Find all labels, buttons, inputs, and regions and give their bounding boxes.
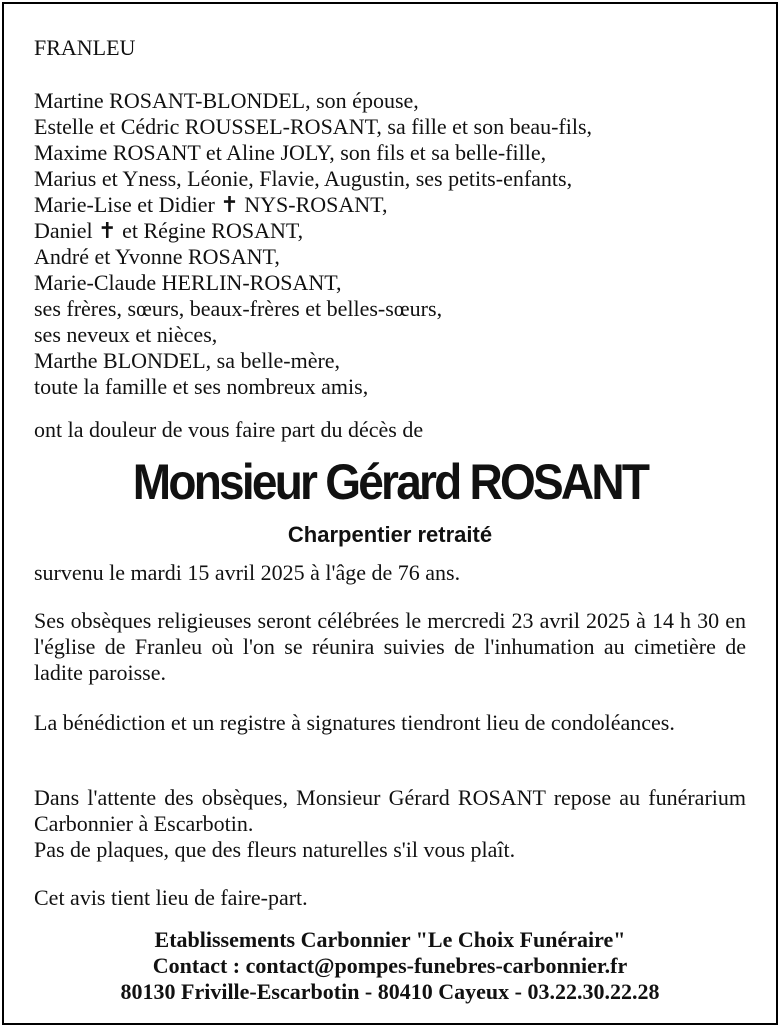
obituary-notice	[2, 2, 778, 1025]
family-line	[34, 218, 746, 244]
family-line: Martine ROSANT-BLONDEL, son épouse,	[34, 88, 419, 113]
deceased-name: Monsieur Gérard ROSANT	[132, 454, 648, 510]
family-line: André et Yvonne ROSANT,	[34, 244, 280, 269]
announcement-text: ont la douleur de vous faire part du décès de	[34, 417, 424, 442]
family-line-text: Daniel	[34, 218, 93, 243]
family-line-text: et Régine ROSANT,	[122, 218, 304, 243]
funeral-home-footer	[4, 927, 776, 1005]
flowers-note: Pas de plaques, que des fleurs naturelles s'il vous plaît.	[34, 837, 516, 862]
notice-note: Cet avis tient lieu de faire-part.	[34, 885, 308, 910]
family-line: ses neveux et nièces,	[34, 322, 218, 347]
family-line: Estelle et Cédric ROUSSEL-ROSANT, sa fille et son beau-fils,	[34, 114, 593, 139]
company-name: Etablissements Carbonnier "Le Choix Funéraire"	[154, 927, 626, 952]
death-info: survenu le mardi 15 avril 2025 à l'âge de 76 ans.	[34, 560, 461, 585]
address-line: 80130 Friville-Escarbotin - 80410 Cayeux - 03.22.30.22.28	[120, 979, 660, 1004]
family-line-text: NYS-ROSANT,	[244, 192, 388, 217]
town-name: FRANLEU	[34, 35, 136, 60]
family-line: toute la famille et ses nombreux amis,	[34, 374, 369, 399]
family-line: ses frères, sœurs, beaux-frères et belles-sœurs,	[34, 296, 443, 321]
family-line: Marius et Yness, Léonie, Flavie, Augustin, ses petits-enfants,	[34, 166, 573, 191]
deceased-profession: Charpentier retraité	[287, 522, 493, 547]
condolences-text: La bénédiction et un registre à signatures tiendront lieu de condoléances.	[34, 710, 675, 735]
cross-icon: ✝	[98, 219, 117, 244]
funeral-details: Ses obsèques religieuses seront célébrées le mercredi 23 avril 2025 à 14 h 30 en l'église de Franleu où l'on se réunira suivies de l'inhumation au cimetière de ladite paroisse.	[34, 608, 746, 685]
family-line-text: Marie-Lise et Didier	[34, 192, 215, 217]
rest-place-text: Dans l'attente des obsèques, Monsieur Gérard ROSANT repose au funérarium Carbonnier à Escarbotin.	[34, 785, 746, 836]
family-line: Marthe BLONDEL, sa belle-mère,	[34, 348, 341, 373]
family-line: Marie-Claude HERLIN-ROSANT,	[34, 270, 342, 295]
family-line: Maxime ROSANT et Aline JOLY, son fils et sa belle-fille,	[34, 140, 547, 165]
family-line	[34, 192, 746, 218]
contact-line: Contact : contact@pompes-funebres-carbonnier.fr	[152, 953, 628, 978]
family-list	[34, 88, 746, 400]
cross-icon: ✝	[220, 193, 239, 218]
